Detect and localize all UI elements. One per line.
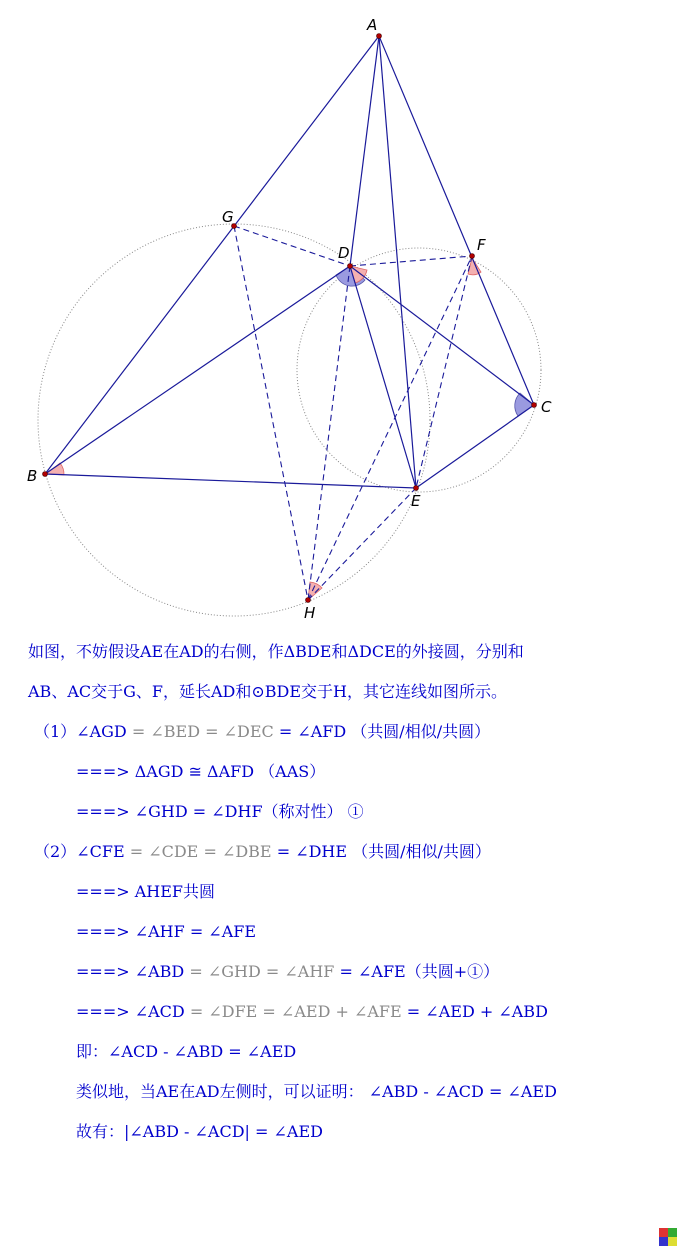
segment-ab	[45, 36, 379, 474]
solid-segments	[45, 36, 534, 488]
point-e	[414, 486, 419, 491]
circumcircle-dce	[297, 248, 541, 492]
segment-ae	[379, 36, 416, 488]
point-a	[377, 34, 382, 39]
step1-line-3: ===> ∠GHD = ∠DHF（称对性） ①	[76, 802, 364, 821]
step2-line-5: ===> ∠ACD = ∠DFE = ∠AED + ∠AFE = ∠AED + ∠ABD	[76, 1002, 548, 1021]
segment-bd	[45, 266, 350, 474]
label-g: G	[222, 208, 234, 226]
point-f	[470, 254, 475, 259]
step2-line-6: 即：∠ACD - ∠ABD = ∠AED	[76, 1042, 297, 1061]
label-h: H	[304, 604, 316, 622]
label-f: F	[477, 236, 486, 254]
segment-df	[350, 256, 472, 266]
point-b	[43, 472, 48, 477]
segment-bc	[45, 474, 416, 488]
segment-ad	[350, 36, 379, 266]
points	[43, 34, 537, 603]
point-d	[348, 264, 353, 269]
step2-line-8: 故有：|∠ABD - ∠ACD| = ∠AED	[76, 1122, 323, 1141]
label-c: C	[541, 398, 552, 416]
segment-he	[308, 488, 416, 600]
label-a: A	[367, 16, 378, 34]
point-h	[306, 598, 311, 603]
label-b: B	[27, 467, 38, 485]
segment-gh	[234, 226, 308, 600]
step2-line-3: ===> ∠AHF = ∠AFE	[76, 922, 257, 941]
step2-line-1: （2）∠CFE = ∠CDE = ∠DBE = ∠DHE （共圆/相似/共圆）	[34, 842, 491, 861]
circumcircle-bde	[38, 224, 430, 616]
label-e: E	[411, 492, 421, 510]
angle-marker-c	[515, 393, 534, 416]
point-c	[532, 403, 537, 408]
intro-line-1: 如图，不妨假设AE在AD的右侧，作ΔBDE和ΔDCE的外接圆，分别和	[28, 642, 524, 661]
segment-de	[350, 266, 416, 488]
intro-line-2: AB、AC交于G、F，延长AD和⊙BDE交于H，其它连线如图所示。	[28, 682, 508, 701]
step2-line-4: ===> ∠ABD = ∠GHD = ∠AHF = ∠AFE（共圆+①）	[76, 962, 500, 981]
segment-ec	[416, 405, 534, 488]
step2-line-7: 类似地，当AE在AD左侧时，可以证明： ∠ABD - ∠ACD = ∠AED	[76, 1082, 557, 1101]
step2-line-2: ===> AHEF共圆	[76, 882, 216, 901]
segment-gd	[234, 226, 350, 266]
segment-ac	[379, 36, 534, 405]
step1-line-2: ===> ΔAGD ≅ ΔAFD （AAS）	[76, 762, 326, 781]
segment-hf	[308, 256, 472, 600]
segment-dh	[308, 266, 350, 600]
step1-line-1: （1）∠AGD = ∠BED = ∠DEC = ∠AFD （共圆/相似/共圆）	[34, 722, 491, 741]
label-d: D	[338, 244, 350, 262]
segment-dc	[350, 266, 534, 405]
logo-icon	[659, 1228, 677, 1246]
